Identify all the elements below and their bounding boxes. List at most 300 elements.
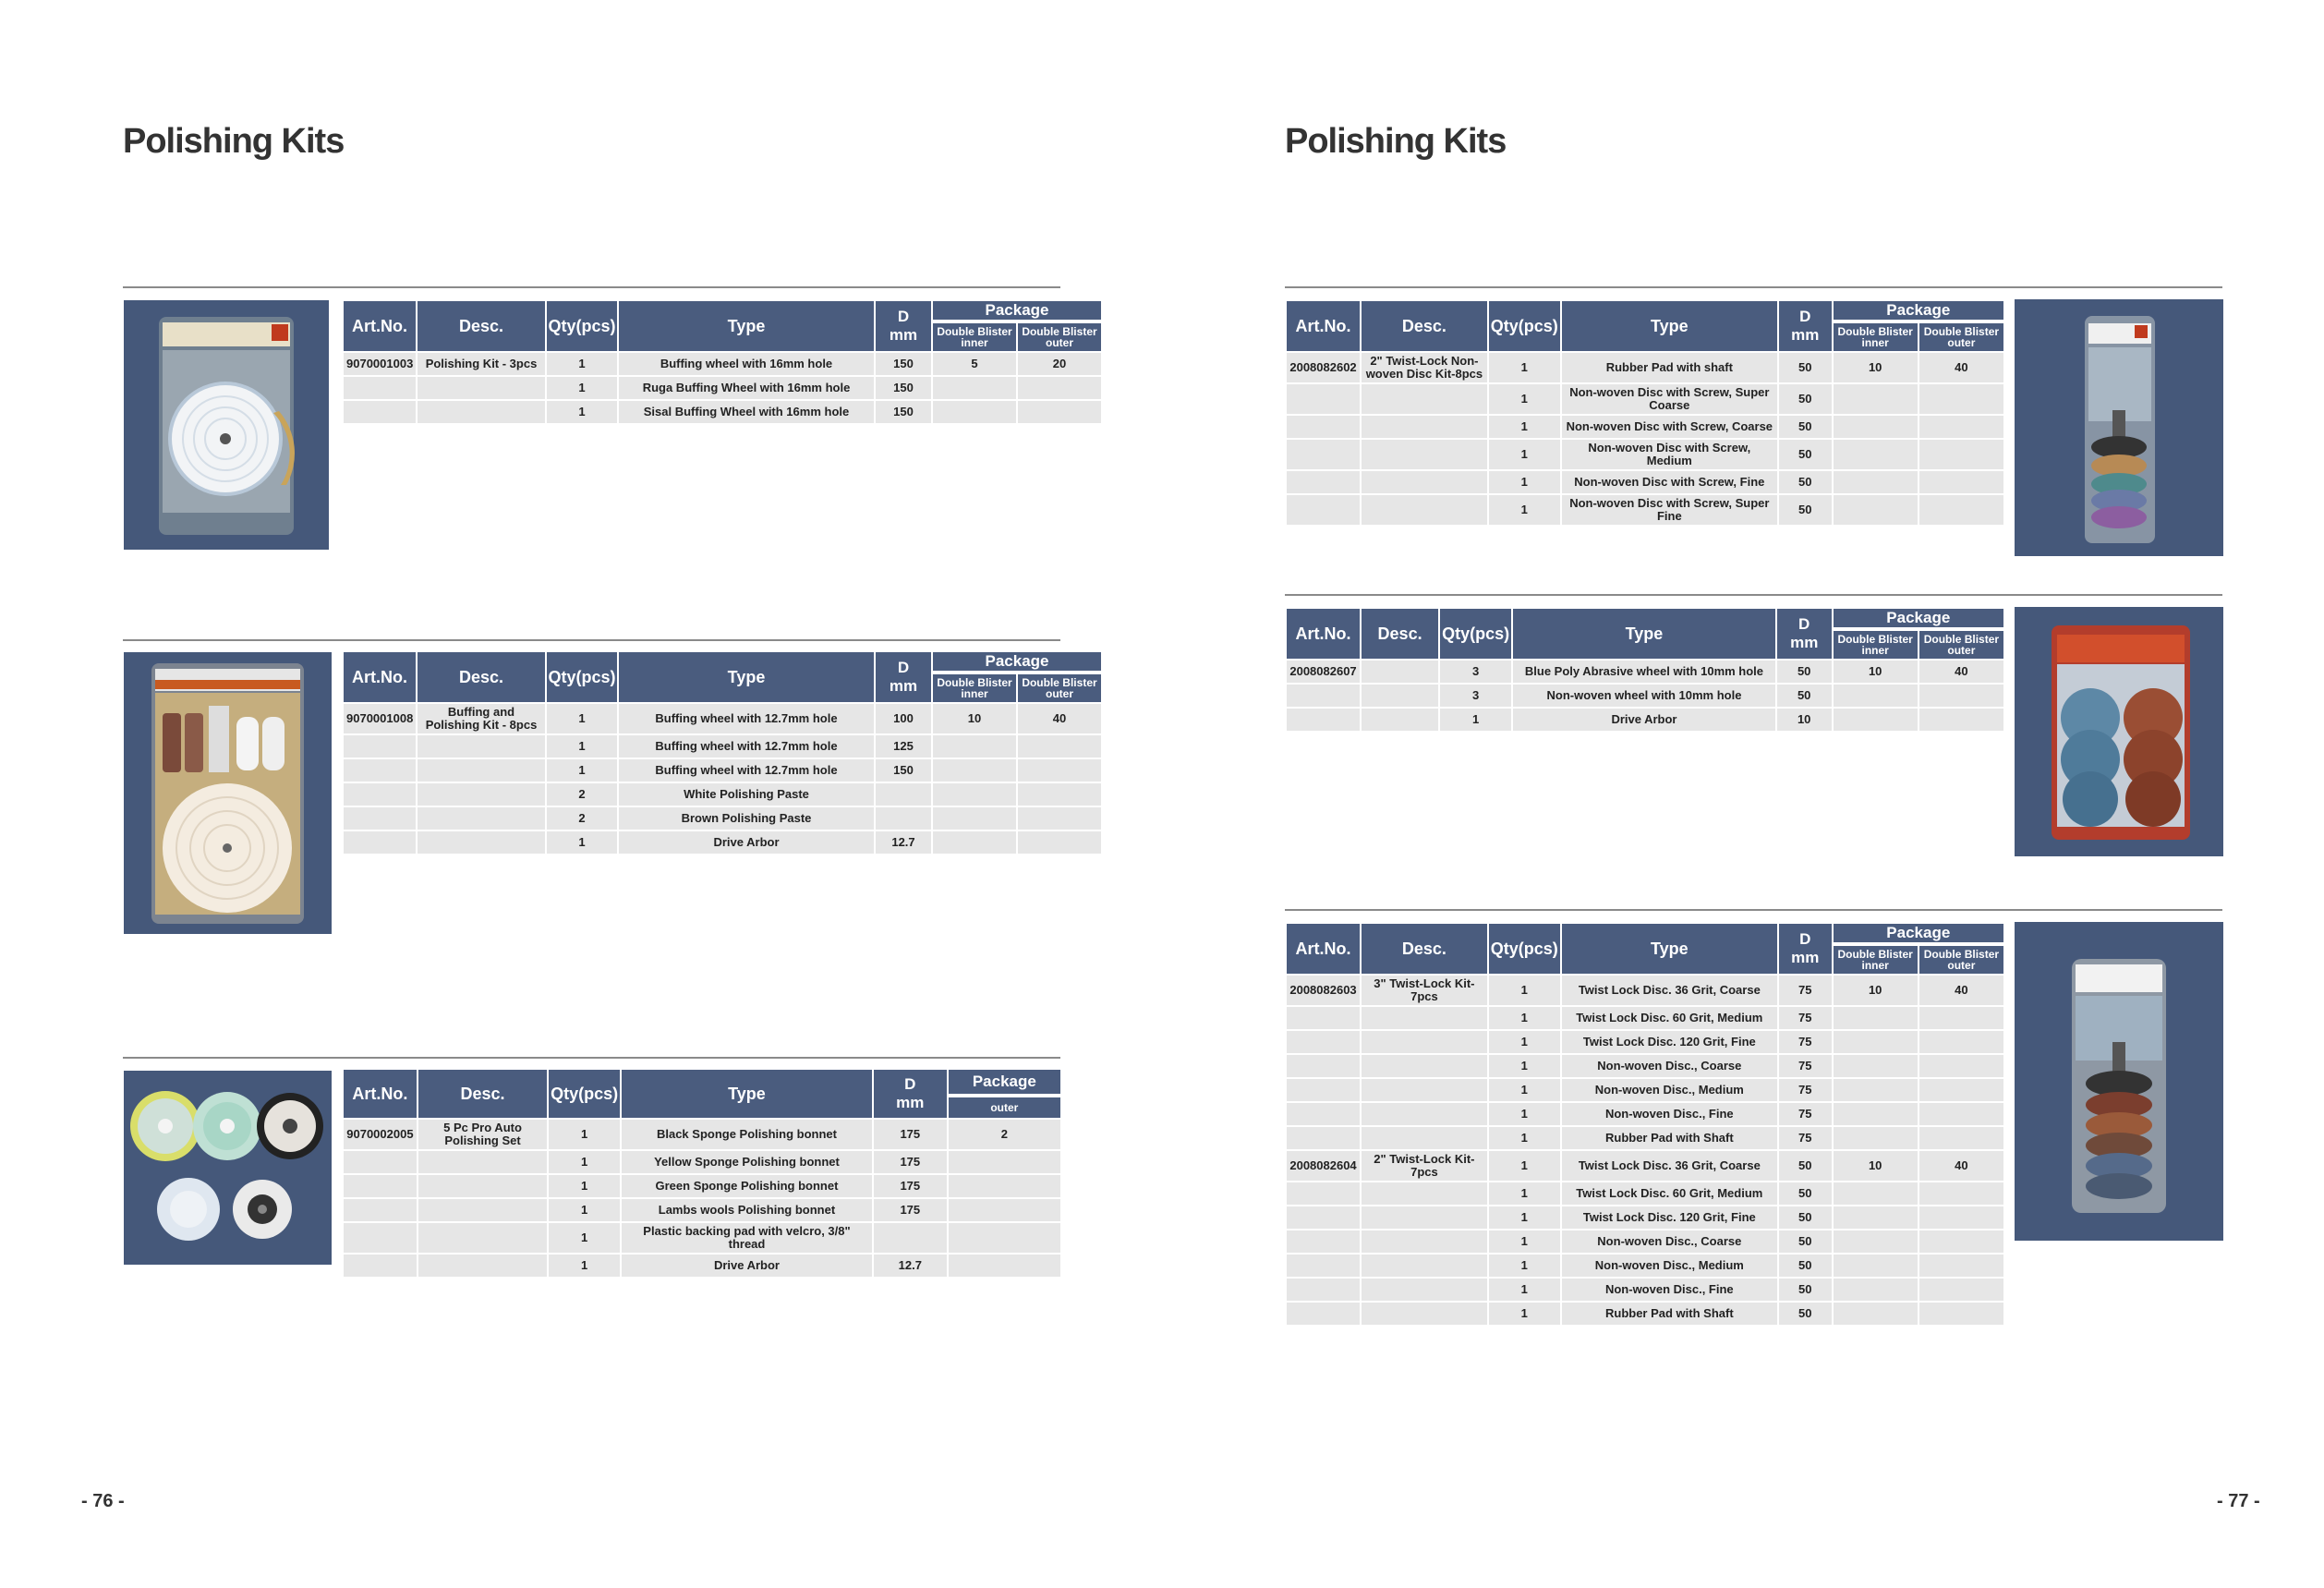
cell-art — [1287, 384, 1360, 414]
cell-art: 2008082604 — [1287, 1151, 1360, 1181]
cell-qty: 1 — [1489, 416, 1560, 438]
col-header-diameter: D mm — [876, 652, 931, 702]
cell-desc — [1362, 384, 1487, 414]
cell-type: Non-woven Disc with Screw, Super Fine — [1562, 495, 1777, 525]
col-header-diameter: D mm — [1777, 609, 1832, 659]
cell-desc — [418, 783, 545, 806]
cell-qty: 1 — [547, 759, 617, 782]
cell-art — [1287, 1182, 1360, 1205]
col-header-inner: Double Blister inner — [1834, 631, 1918, 659]
cell-art — [1287, 685, 1360, 707]
table-row — [1287, 1182, 2003, 1205]
cell-type: Non-woven Disc., Fine — [1562, 1279, 1777, 1301]
cell-qty: 1 — [1489, 1103, 1560, 1125]
col-header-desc: Desc. — [418, 301, 545, 351]
cell-inner: 10 — [1834, 661, 1918, 683]
col-header-qty: Qty(pcs) — [549, 1070, 620, 1118]
cell-outer: 40 — [1919, 661, 2003, 683]
cell-inner — [1834, 495, 1918, 525]
table-row — [344, 1120, 1060, 1149]
col-header-type: Type — [1562, 924, 1777, 974]
cell-type: Twist Lock Disc. 36 Grit, Coarse — [1562, 976, 1777, 1005]
cell-art — [344, 401, 416, 423]
table-row — [344, 401, 1101, 423]
cell-qty: 1 — [547, 401, 617, 423]
table-row — [344, 704, 1101, 733]
cell-desc — [1362, 1206, 1487, 1229]
cell-desc — [1362, 495, 1487, 525]
col-header-package: Package — [933, 301, 1101, 321]
cell-d: 175 — [874, 1151, 947, 1173]
col-header-diameter: D mm — [876, 301, 931, 351]
cell-qty: 1 — [547, 704, 617, 733]
col-header-package: Package — [1834, 609, 2003, 629]
cell-art — [344, 759, 416, 782]
table-row — [344, 759, 1101, 782]
cell-d: 50 — [1777, 685, 1832, 707]
product-table-surface-conditioning — [1285, 607, 2005, 733]
cell-desc — [1362, 1230, 1487, 1253]
cell-d: 175 — [874, 1120, 947, 1149]
cell-inner — [933, 807, 1016, 830]
cell-d: 50 — [1777, 661, 1832, 683]
product-photo-polishing-kit-3pcs — [124, 300, 329, 550]
page-title-right: Polishing Kits — [1285, 122, 1507, 161]
cell-art — [1287, 1303, 1360, 1325]
cell-art — [1287, 495, 1360, 525]
cell-outer — [1919, 1031, 2003, 1053]
cell-art — [1287, 416, 1360, 438]
cell-art — [1287, 1230, 1360, 1253]
cell-outer — [1018, 401, 1101, 423]
cell-outer — [1919, 384, 2003, 414]
cell-art — [344, 1151, 417, 1173]
cell-d: 75 — [1779, 1055, 1832, 1077]
cell-inner — [1834, 384, 1918, 414]
section-divider — [1285, 909, 2222, 911]
cell-qty: 1 — [1489, 1079, 1560, 1101]
cell-type: Buffing wheel with 12.7mm hole — [619, 759, 874, 782]
cell-desc — [1362, 1079, 1487, 1101]
cell-inner — [1834, 1127, 1918, 1149]
cell-outer — [949, 1223, 1060, 1253]
cell-outer — [1919, 685, 2003, 707]
cell-d: 75 — [1779, 1079, 1832, 1101]
cell-d: 10 — [1777, 709, 1832, 731]
cell-d: 50 — [1779, 384, 1832, 414]
cell-type: Ruga Buffing Wheel with 16mm hole — [619, 377, 874, 399]
cell-outer — [1919, 440, 2003, 469]
product-photo-2in-twist-lock-nonwoven-kit — [2015, 299, 2223, 556]
cell-type: Non-woven Disc., Medium — [1562, 1255, 1777, 1277]
cell-type: Non-woven Disc., Coarse — [1562, 1230, 1777, 1253]
table-row — [1287, 1279, 2003, 1301]
cell-d: 75 — [1779, 1103, 1832, 1125]
cell-art — [344, 807, 416, 830]
table-row — [1287, 1303, 2003, 1325]
cell-desc: 5 Pc Pro Auto Polishing Set — [418, 1120, 547, 1149]
cell-d — [874, 1223, 947, 1253]
cell-desc — [1362, 1279, 1487, 1301]
cell-type: Non-woven Disc with Screw, Super Coarse — [1562, 384, 1777, 414]
col-header-type: Type — [622, 1070, 872, 1118]
cell-desc: 2" Twist-Lock Kit-7pcs — [1362, 1151, 1487, 1181]
table-row — [1287, 709, 2003, 731]
cell-desc — [1362, 1055, 1487, 1077]
col-header-outer: Double Blister outer — [1919, 946, 2003, 974]
cell-qty: 1 — [1489, 976, 1560, 1005]
cell-qty: 1 — [1489, 440, 1560, 469]
table-row — [1287, 1103, 2003, 1125]
cell-art — [344, 1223, 417, 1253]
cell-inner — [933, 783, 1016, 806]
col-header-art-no: Art.No. — [344, 301, 416, 351]
cell-type: Black Sponge Polishing bonnet — [622, 1120, 872, 1149]
cell-qty: 3 — [1440, 685, 1511, 707]
col-header-desc: Desc. — [1362, 924, 1487, 974]
col-header-inner: Double Blister inner — [1834, 946, 1918, 974]
cell-outer: 40 — [1919, 976, 2003, 1005]
cell-type: Lambs wools Polishing bonnet — [622, 1199, 872, 1221]
cell-qty: 1 — [1440, 709, 1511, 731]
cell-desc: Polishing Kit - 3pcs — [418, 353, 545, 375]
cell-type: Twist Lock Disc. 120 Grit, Fine — [1562, 1031, 1777, 1053]
col-header-diameter: D mm — [1779, 301, 1832, 351]
cell-art — [1287, 1279, 1360, 1301]
cell-art — [344, 831, 416, 854]
cell-d: 75 — [1779, 1007, 1832, 1029]
col-header-package: Package — [1834, 301, 2003, 321]
cell-d: 50 — [1779, 495, 1832, 525]
col-header-package: Package — [949, 1070, 1060, 1096]
product-photo-buffing-polishing-kit-8pcs — [124, 652, 332, 934]
cell-art — [344, 377, 416, 399]
cell-inner — [1834, 1079, 1918, 1101]
cell-outer — [949, 1199, 1060, 1221]
col-header-qty: Qty(pcs) — [547, 301, 617, 351]
cell-inner: 10 — [933, 704, 1016, 733]
cell-inner — [1834, 471, 1918, 493]
cell-d: 150 — [876, 759, 931, 782]
cell-inner — [933, 831, 1016, 854]
cell-type: Twist Lock Disc. 120 Grit, Fine — [1562, 1206, 1777, 1229]
cell-desc — [418, 1175, 547, 1197]
cell-outer — [1919, 1127, 2003, 1149]
cell-outer — [949, 1255, 1060, 1277]
cell-type: Non-woven Disc., Coarse — [1562, 1055, 1777, 1077]
table-row — [1287, 495, 2003, 525]
cell-inner — [1834, 1303, 1918, 1325]
table-row — [344, 807, 1101, 830]
cell-qty: 1 — [1489, 1303, 1560, 1325]
col-header-art-no: Art.No. — [1287, 609, 1360, 659]
cell-inner — [1834, 1279, 1918, 1301]
cell-desc — [1362, 471, 1487, 493]
cell-type: Drive Arbor — [1513, 709, 1775, 731]
table-row — [1287, 1079, 2003, 1101]
cell-d: 50 — [1779, 353, 1832, 382]
table-row — [344, 1199, 1060, 1221]
section-divider — [123, 286, 1060, 288]
cell-art — [344, 1175, 417, 1197]
cell-inner: 10 — [1834, 976, 1918, 1005]
cell-d: 150 — [876, 377, 931, 399]
product-table-2in-twist-lock-nonwoven — [1285, 299, 2005, 527]
cell-inner — [1834, 1182, 1918, 1205]
cell-d: 50 — [1779, 1206, 1832, 1229]
col-header-inner: Double Blister inner — [933, 323, 1016, 351]
page-number-right: - 77 - — [2217, 1491, 2260, 1511]
cell-qty: 1 — [1489, 1031, 1560, 1053]
cell-outer — [1919, 1055, 2003, 1077]
table-row — [344, 831, 1101, 854]
cell-outer: 2 — [949, 1120, 1060, 1149]
cell-art: 2008082607 — [1287, 661, 1360, 683]
cell-desc — [418, 807, 545, 830]
table-row — [1287, 1055, 2003, 1077]
cell-desc — [1362, 1007, 1487, 1029]
product-table-auto-polishing-set — [342, 1068, 1062, 1279]
cell-art: 9070001008 — [344, 704, 416, 733]
cell-qty: 1 — [1489, 1206, 1560, 1229]
cell-inner — [1834, 440, 1918, 469]
cell-outer — [1919, 1079, 2003, 1101]
cell-outer — [1919, 1007, 2003, 1029]
cell-art — [344, 783, 416, 806]
section-divider — [1285, 594, 2222, 596]
product-photo-twist-lock-kit-7pcs — [2015, 922, 2223, 1241]
col-header-type: Type — [619, 301, 874, 351]
cell-art: 9070001003 — [344, 353, 416, 375]
col-header-desc: Desc. — [418, 652, 545, 702]
cell-qty: 1 — [1489, 1007, 1560, 1029]
col-header-qty: Qty(pcs) — [1440, 609, 1511, 659]
cell-qty: 1 — [547, 377, 617, 399]
col-header-package: Package — [933, 652, 1101, 673]
cell-inner — [933, 735, 1016, 758]
table-row — [1287, 1007, 2003, 1029]
cell-d: 150 — [876, 353, 931, 375]
cell-type: Twist Lock Disc. 36 Grit, Coarse — [1562, 1151, 1777, 1181]
cell-art: 2008082602 — [1287, 353, 1360, 382]
table-row — [1287, 1127, 2003, 1149]
cell-desc — [1362, 1031, 1487, 1053]
cell-inner — [1834, 1031, 1918, 1053]
cell-desc — [1362, 1182, 1487, 1205]
cell-type: Sisal Buffing Wheel with 16mm hole — [619, 401, 874, 423]
cell-d: 175 — [874, 1175, 947, 1197]
cell-qty: 1 — [1489, 471, 1560, 493]
col-header-art-no: Art.No. — [1287, 301, 1360, 351]
cell-desc: 3" Twist-Lock Kit-7pcs — [1362, 976, 1487, 1005]
table-row — [344, 1255, 1060, 1277]
cell-d: 175 — [874, 1199, 947, 1221]
table-row — [344, 1151, 1060, 1173]
col-header-art-no: Art.No. — [1287, 924, 1360, 974]
cell-qty: 1 — [1489, 495, 1560, 525]
col-header-outer: Double Blister outer — [1018, 323, 1101, 351]
cell-qty: 2 — [547, 783, 617, 806]
cell-type: Yellow Sponge Polishing bonnet — [622, 1151, 872, 1173]
cell-type: White Polishing Paste — [619, 783, 874, 806]
cell-desc — [1362, 1255, 1487, 1277]
cell-art — [1287, 440, 1360, 469]
cell-d — [876, 783, 931, 806]
cell-inner — [1834, 416, 1918, 438]
cell-art — [344, 1255, 417, 1277]
cell-outer — [1919, 1182, 2003, 1205]
cell-art — [1287, 1127, 1360, 1149]
cell-type: Twist Lock Disc. 60 Grit, Medium — [1562, 1007, 1777, 1029]
cell-outer — [1018, 759, 1101, 782]
cell-inner — [933, 759, 1016, 782]
cell-qty: 2 — [547, 807, 617, 830]
cell-desc — [1362, 416, 1487, 438]
cell-inner — [933, 401, 1016, 423]
cell-desc — [418, 1223, 547, 1253]
table-row — [1287, 353, 2003, 382]
table-row — [1287, 1206, 2003, 1229]
cell-type: Plastic backing pad with velcro, 3/8" thread — [622, 1223, 872, 1253]
cell-outer: 40 — [1018, 704, 1101, 733]
cell-desc — [418, 1255, 547, 1277]
cell-inner — [1834, 1230, 1918, 1253]
product-table-twist-lock-kits — [1285, 922, 2005, 1327]
cell-qty: 1 — [1489, 1255, 1560, 1277]
cell-inner — [1834, 1055, 1918, 1077]
cell-d — [876, 807, 931, 830]
cell-d: 50 — [1779, 1255, 1832, 1277]
cell-outer: 20 — [1018, 353, 1101, 375]
cell-d: 50 — [1779, 1230, 1832, 1253]
cell-art — [1287, 1206, 1360, 1229]
cell-desc: Buffing and Polishing Kit - 8pcs — [418, 704, 545, 733]
cell-type: Non-woven Disc with Screw, Medium — [1562, 440, 1777, 469]
cell-d: 75 — [1779, 1127, 1832, 1149]
cell-type: Drive Arbor — [619, 831, 874, 854]
cell-qty: 1 — [549, 1151, 620, 1173]
product-photo-auto-polishing-set — [124, 1071, 332, 1265]
table-row — [1287, 1031, 2003, 1053]
cell-desc — [1362, 1103, 1487, 1125]
cell-outer — [1919, 1206, 2003, 1229]
cell-inner — [933, 377, 1016, 399]
cell-art — [1287, 1007, 1360, 1029]
cell-inner — [1834, 1255, 1918, 1277]
col-header-outer: outer — [949, 1097, 1060, 1119]
cell-desc — [418, 377, 545, 399]
cell-inner — [1834, 1103, 1918, 1125]
cell-type: Buffing wheel with 12.7mm hole — [619, 735, 874, 758]
cell-type: Green Sponge Polishing bonnet — [622, 1175, 872, 1197]
page-title-left: Polishing Kits — [123, 122, 345, 161]
cell-art: 2008082603 — [1287, 976, 1360, 1005]
table-row — [1287, 1255, 2003, 1277]
cell-outer — [1018, 783, 1101, 806]
col-header-outer: Double Blister outer — [1018, 674, 1101, 702]
product-table-buffing-polishing-kit — [342, 650, 1103, 855]
cell-d: 50 — [1779, 1303, 1832, 1325]
cell-outer — [1919, 1303, 2003, 1325]
table-row — [1287, 1151, 2003, 1181]
section-divider — [123, 1057, 1060, 1059]
table-row — [344, 783, 1101, 806]
cell-outer — [949, 1175, 1060, 1197]
cell-inner — [1834, 1206, 1918, 1229]
cell-type: Rubber Pad with shaft — [1562, 353, 1777, 382]
cell-art — [1287, 1255, 1360, 1277]
cell-qty: 1 — [1489, 1055, 1560, 1077]
cell-art — [344, 1199, 417, 1221]
col-header-type: Type — [1513, 609, 1775, 659]
col-header-package: Package — [1834, 924, 2003, 944]
cell-qty: 1 — [1489, 1151, 1560, 1181]
cell-d: 50 — [1779, 416, 1832, 438]
table-row — [1287, 471, 2003, 493]
table-row — [344, 377, 1101, 399]
cell-qty: 1 — [1489, 353, 1560, 382]
col-header-outer: Double Blister outer — [1919, 323, 2003, 351]
product-table-polishing-kit-3pcs — [342, 299, 1103, 425]
cell-outer — [1919, 495, 2003, 525]
cell-outer — [949, 1151, 1060, 1173]
cell-outer: 40 — [1919, 353, 2003, 382]
table-row — [1287, 1230, 2003, 1253]
cell-type: Non-woven Disc., Fine — [1562, 1103, 1777, 1125]
cell-outer — [1018, 377, 1101, 399]
cell-qty: 1 — [1489, 1127, 1560, 1149]
cell-d: 50 — [1779, 1279, 1832, 1301]
table-row — [1287, 440, 2003, 469]
cell-d: 50 — [1779, 1151, 1832, 1181]
cell-qty: 1 — [549, 1223, 620, 1253]
cell-outer — [1919, 709, 2003, 731]
col-header-art-no: Art.No. — [344, 652, 416, 702]
cell-type: Buffing wheel with 16mm hole — [619, 353, 874, 375]
table-row — [344, 1223, 1060, 1253]
cell-outer — [1919, 1230, 2003, 1253]
cell-qty: 1 — [549, 1255, 620, 1277]
cell-qty: 1 — [1489, 1279, 1560, 1301]
cell-outer: 40 — [1919, 1151, 2003, 1181]
col-header-inner: Double Blister inner — [1834, 323, 1918, 351]
cell-qty: 1 — [547, 831, 617, 854]
cell-d: 50 — [1779, 471, 1832, 493]
col-header-art-no: Art.No. — [344, 1070, 417, 1118]
cell-art — [1287, 1055, 1360, 1077]
cell-type: Drive Arbor — [622, 1255, 872, 1277]
product-photo-surface-conditioning-kit — [2015, 607, 2223, 856]
cell-desc — [1362, 440, 1487, 469]
cell-d: 50 — [1779, 1182, 1832, 1205]
cell-qty: 1 — [1489, 384, 1560, 414]
cell-type: Buffing wheel with 12.7mm hole — [619, 704, 874, 733]
cell-qty: 1 — [547, 353, 617, 375]
cell-outer — [1919, 1279, 2003, 1301]
cell-d: 50 — [1779, 440, 1832, 469]
cell-art — [344, 735, 416, 758]
cell-d: 12.7 — [874, 1255, 947, 1277]
col-header-type: Type — [1562, 301, 1777, 351]
cell-type: Twist Lock Disc. 60 Grit, Medium — [1562, 1182, 1777, 1205]
section-divider — [1285, 286, 2222, 288]
cell-inner: 10 — [1834, 353, 1918, 382]
cell-d: 150 — [876, 401, 931, 423]
col-header-desc: Desc. — [418, 1070, 547, 1118]
cell-type: Non-woven Disc., Medium — [1562, 1079, 1777, 1101]
cell-qty: 1 — [549, 1175, 620, 1197]
cell-qty: 3 — [1440, 661, 1511, 683]
